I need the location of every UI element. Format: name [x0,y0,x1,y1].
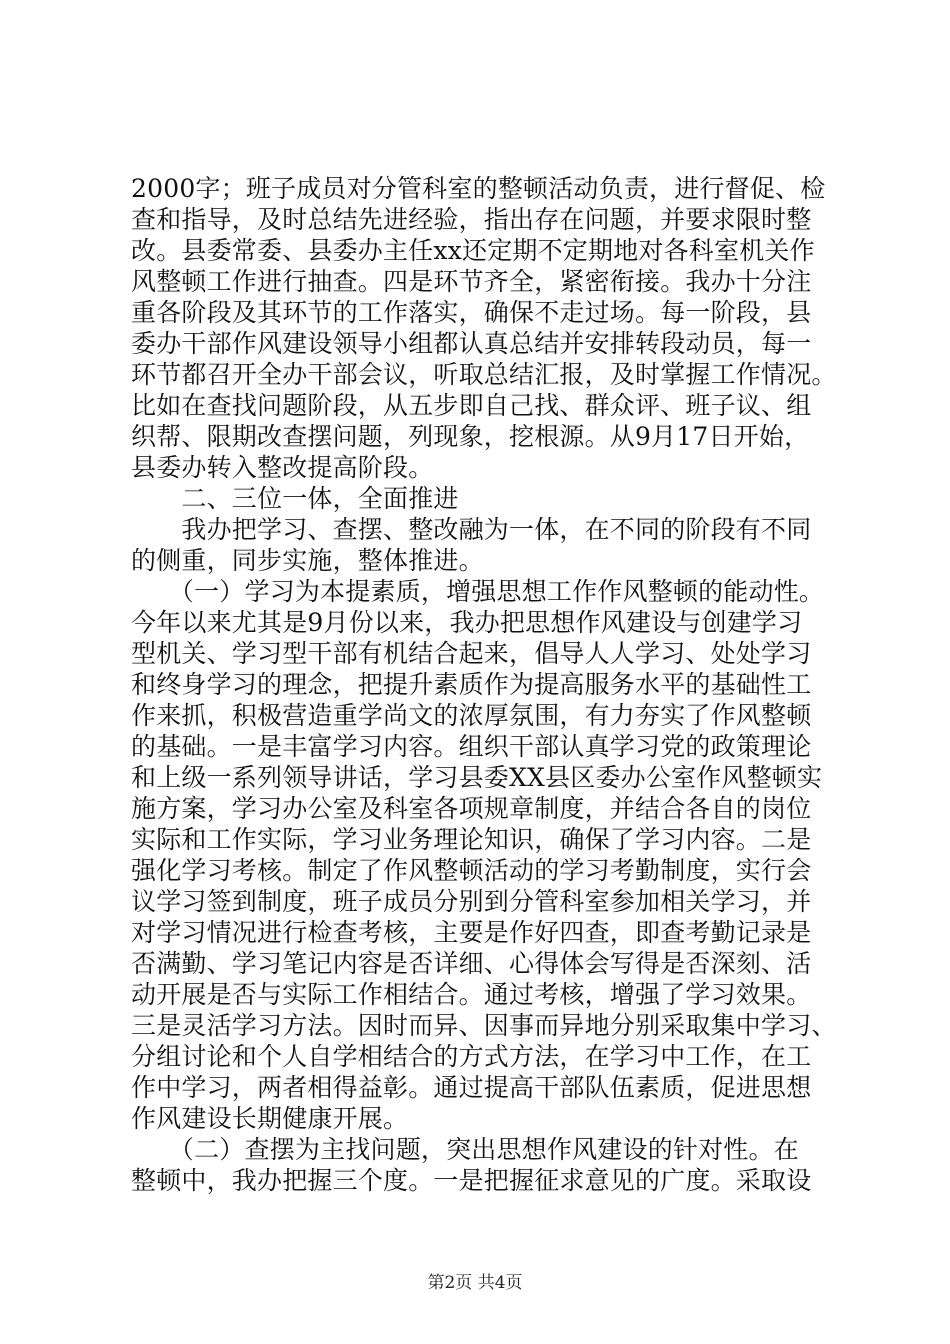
text-line: 改。县委常委、县委办主任xx还定期不定期地对各科室机关作 [131,236,815,265]
text-line: 和上级一系列领导讲话，学习县委XX县区委办公室作风整顿实 [131,763,823,792]
text-line: 实际和工作实际，学习业务理论知识，确保了学习内容。二是 [131,825,812,854]
text-line: 分组讨论和个人自学相结合的方式方法，在学习中工作，在工 [131,1042,812,1071]
text-line: 的侧重，同步实施，整体推进。 [131,546,484,575]
text-line: 织帮、限期改查摆问题，列现象，挖根源。从9月17日开始， [131,422,810,451]
subsection-heading: （一）学习为本提素质，增强思想工作作风整顿的能动性。 [131,577,825,606]
text-line: 和终身学习的理念，把提升素质作为提高服务水平的基础性工 [131,670,812,699]
text-line: 今年以来尤其是9月份以来，我办把思想作风建设与创建学习 [131,608,803,637]
text-line: 我办把学习、查摆、整改融为一体，在不同的阶段有不同 [131,515,812,544]
text-line: 整顿中，我办把握三个度。一是把握征求意见的广度。采取设 [131,1166,812,1195]
page-number: 第2页 共4页 [427,1273,523,1293]
text-line: 对学习情况进行检查考核，主要是作好四查，即查考勤记录是 [131,918,812,947]
text-line: 作风建设长期健康开展。 [131,1104,409,1133]
text-line: 2000字；班子成员对分管科室的整顿活动负责，进行督促、检 [131,174,826,203]
text-line: 的基础。一是丰富学习内容。组织干部认真学习党的政策理论 [131,732,812,761]
text-line: 风整顿工作进行抽查。四是环节齐全，紧密衔接。我办十分注 [131,267,812,296]
text-line: 施方案，学习办公室及科室各项规章制度，并结合各自的岗位 [131,794,812,823]
text-line: 强化学习考核。制定了作风整顿活动的学习考勤制度，实行会 [131,856,812,885]
text-line: 环节都召开全办干部会议，听取总结汇报，及时掌握工作情况。 [131,360,837,389]
text-line: 县委办转入整改提高阶段。 [131,453,434,482]
text-line: 否满勤、学习笔记内容是否详细、心得体会写得是否深刻、活 [131,949,812,978]
text-line: 动开展是否与实际工作相结合。通过考核，增强了学习效果。 [131,980,812,1009]
text-line: 议学习签到制度，班子成员分别到分管科室参加相关学习，并 [131,887,812,916]
text-line: 委办干部作风建设领导小组都认真总结并安排转段动员，每一 [131,329,812,358]
text-line: 作中学习，两者相得益彰。通过提高干部队伍素质，促进思想 [131,1073,812,1102]
text-line: 三是灵活学习方法。因时而异、因事而异地分别采取集中学习、 [131,1011,837,1040]
text-line: 重各阶段及其环节的工作落实，确保不走过场。每一阶段，县 [131,298,812,327]
text-line: 型机关、学习型干部有机结合起来，倡导人人学习、处处学习 [131,639,812,668]
text-line: 比如在查找问题阶段，从五步即自己找、群众评、班子议、组 [131,391,812,420]
subsection-heading: （二）查摆为主找问题，突出思想作风建设的针对性。在 [131,1135,799,1164]
text-line: 查和指导，及时总结先进经验，指出存在问题，并要求限时整 [131,205,812,234]
text-line: 作来抓，积极营造重学尚文的浓厚氛围，有力夯实了作风整顿 [131,701,812,730]
section-heading: 二、三位一体，全面推进 [131,484,459,513]
